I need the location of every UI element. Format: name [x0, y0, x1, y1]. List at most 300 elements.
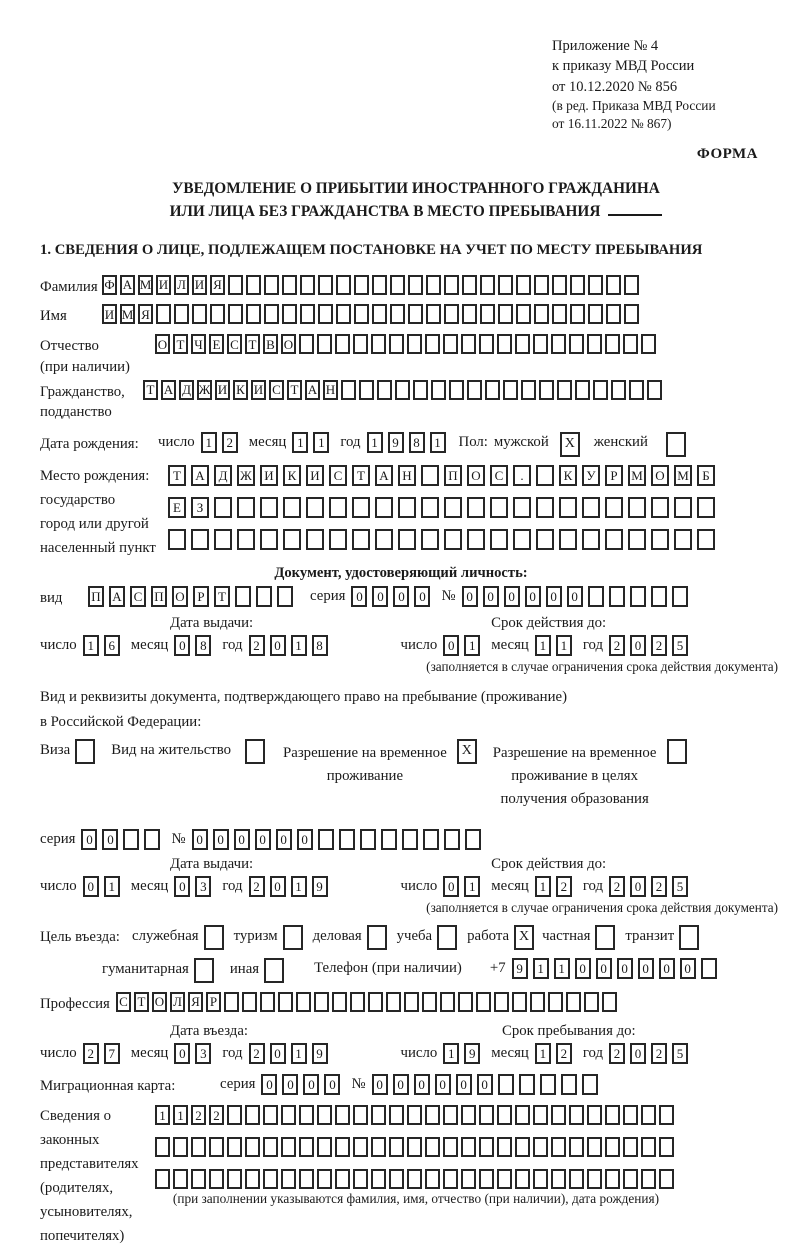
- representative-cell[interactable]: [479, 1137, 494, 1157]
- profession-cell[interactable]: [440, 992, 455, 1012]
- representative-cell[interactable]: [461, 1137, 476, 1157]
- passport-expiry-year-cell[interactable]: 5: [672, 635, 688, 656]
- representative-cell[interactable]: [245, 1169, 260, 1189]
- birthplace-cell[interactable]: И: [306, 465, 324, 486]
- profession-cell[interactable]: Р: [206, 992, 221, 1012]
- rvp-issue-month-cell[interactable]: 3: [195, 876, 211, 897]
- stay-year-cell[interactable]: 0: [630, 1043, 646, 1064]
- profession-cell[interactable]: [530, 992, 545, 1012]
- birthplace-cell[interactable]: Т: [352, 465, 370, 486]
- migcard-number-cell[interactable]: 0: [456, 1074, 472, 1095]
- passport-issue-month-cell[interactable]: 8: [195, 635, 211, 656]
- birthplace-cell[interactable]: Ж: [237, 465, 255, 486]
- birthplace-cell[interactable]: [605, 497, 623, 518]
- representative-cell[interactable]: [461, 1105, 476, 1125]
- birthplace-cell[interactable]: [421, 529, 439, 550]
- phone-digit-cell[interactable]: 1: [554, 958, 570, 979]
- passport-series-cell[interactable]: 0: [393, 586, 409, 607]
- rvp-number-cell[interactable]: [465, 829, 481, 850]
- patronymic-cell[interactable]: [587, 334, 602, 354]
- surname-cell[interactable]: [354, 275, 369, 295]
- representative-cell[interactable]: [407, 1105, 422, 1125]
- patronymic-cell[interactable]: [605, 334, 620, 354]
- representative-cell[interactable]: [605, 1105, 620, 1125]
- checkbox-other[interactable]: [264, 958, 284, 983]
- rvp-issue-year-cell[interactable]: 9: [312, 876, 328, 897]
- patronymic-cell[interactable]: О: [155, 334, 170, 354]
- entry-year-cell[interactable]: 9: [312, 1043, 328, 1064]
- profession-cell[interactable]: О: [152, 992, 167, 1012]
- profession-cell[interactable]: [602, 992, 617, 1012]
- representative-cell[interactable]: [407, 1137, 422, 1157]
- patronymic-cell[interactable]: [407, 334, 422, 354]
- phone-digit-cell[interactable]: 0: [575, 958, 591, 979]
- citizenship-cell[interactable]: [341, 380, 356, 400]
- name-cell[interactable]: [462, 304, 477, 324]
- rvp-issue-year-cell[interactable]: 1: [291, 876, 307, 897]
- representative-cell[interactable]: [533, 1105, 548, 1125]
- name-cell[interactable]: [570, 304, 585, 324]
- name-cell[interactable]: [156, 304, 171, 324]
- citizenship-cell[interactable]: [449, 380, 464, 400]
- birthplace-cell[interactable]: [444, 529, 462, 550]
- birthplace-cell[interactable]: С: [329, 465, 347, 486]
- representative-cell[interactable]: [245, 1105, 260, 1125]
- birthplace-cell[interactable]: О: [467, 465, 485, 486]
- representative-cell[interactable]: [641, 1105, 656, 1125]
- representative-cell[interactable]: [659, 1169, 674, 1189]
- phone-digit-cell[interactable]: 0: [638, 958, 654, 979]
- patronymic-cell[interactable]: Т: [245, 334, 260, 354]
- migcard-number-cell[interactable]: [498, 1074, 514, 1095]
- representative-cell[interactable]: 1: [173, 1105, 188, 1125]
- birthplace-cell[interactable]: К: [559, 465, 577, 486]
- passport-number-cell[interactable]: 0: [462, 586, 478, 607]
- name-cell[interactable]: [336, 304, 351, 324]
- patronymic-cell[interactable]: О: [281, 334, 296, 354]
- profession-cell[interactable]: [224, 992, 239, 1012]
- stay-year-cell[interactable]: 5: [672, 1043, 688, 1064]
- doc-type-cell[interactable]: П: [151, 586, 167, 607]
- surname-cell[interactable]: [570, 275, 585, 295]
- surname-cell[interactable]: [426, 275, 441, 295]
- passport-issue-year-cell[interactable]: 8: [312, 635, 328, 656]
- doc-type-cell[interactable]: О: [172, 586, 188, 607]
- name-cell[interactable]: [228, 304, 243, 324]
- surname-cell[interactable]: [228, 275, 243, 295]
- patronymic-cell[interactable]: [461, 334, 476, 354]
- representative-cell[interactable]: [587, 1137, 602, 1157]
- checkbox-temp-residence-permit[interactable]: X: [457, 739, 477, 764]
- birthplace-cell[interactable]: [306, 529, 324, 550]
- representative-cell[interactable]: [659, 1137, 674, 1157]
- citizenship-cell[interactable]: С: [269, 380, 284, 400]
- rvp-expiry-day-cell[interactable]: 0: [443, 876, 459, 897]
- birthplace-cell[interactable]: [329, 529, 347, 550]
- birthplace-cell[interactable]: [674, 529, 692, 550]
- surname-cell[interactable]: [246, 275, 261, 295]
- migcard-series-cell[interactable]: 0: [324, 1074, 340, 1095]
- passport-number-cell[interactable]: [609, 586, 625, 607]
- birth-year-cell[interactable]: 8: [409, 432, 425, 453]
- doc-type-cell[interactable]: Р: [193, 586, 209, 607]
- migcard-series-cell[interactable]: 0: [282, 1074, 298, 1095]
- birth-year-cell[interactable]: 1: [430, 432, 446, 453]
- name-cell[interactable]: [624, 304, 639, 324]
- migcard-number-cell[interactable]: [519, 1074, 535, 1095]
- representative-cell[interactable]: [515, 1105, 530, 1125]
- phone-digit-cell[interactable]: 1: [533, 958, 549, 979]
- rvp-expiry-year-cell[interactable]: 2: [609, 876, 625, 897]
- birthplace-cell[interactable]: [513, 529, 531, 550]
- passport-expiry-year-cell[interactable]: 2: [651, 635, 667, 656]
- birthplace-cell[interactable]: [306, 497, 324, 518]
- name-cell[interactable]: [552, 304, 567, 324]
- patronymic-cell[interactable]: Ч: [191, 334, 206, 354]
- representative-cell[interactable]: [335, 1137, 350, 1157]
- citizenship-cell[interactable]: [377, 380, 392, 400]
- birthplace-cell[interactable]: [536, 529, 554, 550]
- migcard-series-cell[interactable]: 0: [261, 1074, 277, 1095]
- birthplace-cell[interactable]: [352, 497, 370, 518]
- birthplace-cell[interactable]: [283, 529, 301, 550]
- name-cell[interactable]: [606, 304, 621, 324]
- representative-cell[interactable]: [299, 1105, 314, 1125]
- phone-digit-cell[interactable]: 0: [659, 958, 675, 979]
- stay-day-cell[interactable]: 1: [443, 1043, 459, 1064]
- rvp-number-cell[interactable]: 0: [213, 829, 229, 850]
- birthplace-cell[interactable]: [490, 529, 508, 550]
- patronymic-cell[interactable]: [425, 334, 440, 354]
- passport-number-cell[interactable]: [672, 586, 688, 607]
- representative-cell[interactable]: [155, 1169, 170, 1189]
- birthplace-cell[interactable]: Р: [605, 465, 623, 486]
- representative-cell[interactable]: [569, 1137, 584, 1157]
- representative-cell[interactable]: [317, 1169, 332, 1189]
- passport-number-cell[interactable]: [588, 586, 604, 607]
- representative-cell[interactable]: [353, 1105, 368, 1125]
- patronymic-cell[interactable]: [551, 334, 566, 354]
- birthplace-cell[interactable]: [398, 497, 416, 518]
- stay-year-cell[interactable]: 2: [651, 1043, 667, 1064]
- name-cell[interactable]: [480, 304, 495, 324]
- profession-cell[interactable]: [548, 992, 563, 1012]
- surname-cell[interactable]: И: [156, 275, 171, 295]
- checkbox-official[interactable]: [204, 925, 224, 950]
- patronymic-cell[interactable]: [299, 334, 314, 354]
- migcard-number-cell[interactable]: [540, 1074, 556, 1095]
- representative-cell[interactable]: [227, 1137, 242, 1157]
- passport-issue-year-cell[interactable]: 2: [249, 635, 265, 656]
- birthplace-cell[interactable]: [237, 529, 255, 550]
- name-cell[interactable]: Я: [138, 304, 153, 324]
- passport-number-cell[interactable]: 0: [483, 586, 499, 607]
- migcard-number-cell[interactable]: 0: [372, 1074, 388, 1095]
- phone-digit-cell[interactable]: 0: [617, 958, 633, 979]
- name-cell[interactable]: [588, 304, 603, 324]
- rvp-issue-day-cell[interactable]: 0: [83, 876, 99, 897]
- citizenship-cell[interactable]: К: [233, 380, 248, 400]
- surname-cell[interactable]: [318, 275, 333, 295]
- birthplace-cell[interactable]: Т: [168, 465, 186, 486]
- surname-cell[interactable]: [534, 275, 549, 295]
- representative-cell[interactable]: [443, 1105, 458, 1125]
- passport-expiry-day-cell[interactable]: 0: [443, 635, 459, 656]
- citizenship-cell[interactable]: [485, 380, 500, 400]
- citizenship-cell[interactable]: [539, 380, 554, 400]
- birthplace-cell[interactable]: З: [191, 497, 209, 518]
- profession-cell[interactable]: [458, 992, 473, 1012]
- entry-year-cell[interactable]: 0: [270, 1043, 286, 1064]
- profession-cell[interactable]: [368, 992, 383, 1012]
- name-cell[interactable]: [300, 304, 315, 324]
- surname-cell[interactable]: [480, 275, 495, 295]
- checkbox-private[interactable]: [595, 925, 615, 950]
- representative-cell[interactable]: [281, 1105, 296, 1125]
- surname-cell[interactable]: [624, 275, 639, 295]
- representative-cell[interactable]: [425, 1105, 440, 1125]
- representative-cell[interactable]: [389, 1169, 404, 1189]
- citizenship-cell[interactable]: [413, 380, 428, 400]
- doc-type-cell[interactable]: А: [109, 586, 125, 607]
- birthplace-cell[interactable]: [536, 465, 554, 486]
- patronymic-cell[interactable]: [371, 334, 386, 354]
- checkbox-humanitarian[interactable]: [194, 958, 214, 983]
- profession-cell[interactable]: [350, 992, 365, 1012]
- birth-day-cell[interactable]: 1: [201, 432, 217, 453]
- checkbox-tourism[interactable]: [283, 925, 303, 950]
- passport-expiry-year-cell[interactable]: 2: [609, 635, 625, 656]
- birthplace-cell[interactable]: [375, 529, 393, 550]
- doc-type-cell[interactable]: [256, 586, 272, 607]
- patronymic-cell[interactable]: [515, 334, 530, 354]
- patronymic-cell[interactable]: [533, 334, 548, 354]
- patronymic-cell[interactable]: [335, 334, 350, 354]
- stay-month-cell[interactable]: 1: [535, 1043, 551, 1064]
- rvp-expiry-year-cell[interactable]: 5: [672, 876, 688, 897]
- representative-cell[interactable]: [299, 1137, 314, 1157]
- birthplace-cell[interactable]: [674, 497, 692, 518]
- patronymic-cell[interactable]: [641, 334, 656, 354]
- birthplace-cell[interactable]: [628, 497, 646, 518]
- birthplace-cell[interactable]: [352, 529, 370, 550]
- passport-series-cell[interactable]: 0: [372, 586, 388, 607]
- surname-cell[interactable]: [606, 275, 621, 295]
- representative-cell[interactable]: [479, 1105, 494, 1125]
- citizenship-cell[interactable]: [467, 380, 482, 400]
- representative-cell[interactable]: [551, 1137, 566, 1157]
- surname-cell[interactable]: А: [120, 275, 135, 295]
- doc-type-cell[interactable]: [277, 586, 293, 607]
- checkbox-business[interactable]: [367, 925, 387, 950]
- citizenship-cell[interactable]: [557, 380, 572, 400]
- patronymic-cell[interactable]: [497, 334, 512, 354]
- name-cell[interactable]: [174, 304, 189, 324]
- representative-cell[interactable]: [227, 1105, 242, 1125]
- representative-cell[interactable]: [281, 1137, 296, 1157]
- representative-cell[interactable]: [497, 1169, 512, 1189]
- passport-number-cell[interactable]: 0: [504, 586, 520, 607]
- passport-issue-day-cell[interactable]: 6: [104, 635, 120, 656]
- surname-cell[interactable]: Я: [210, 275, 225, 295]
- surname-cell[interactable]: [390, 275, 405, 295]
- phone-digit-cell[interactable]: 0: [596, 958, 612, 979]
- birthplace-cell[interactable]: [559, 497, 577, 518]
- name-cell[interactable]: [264, 304, 279, 324]
- profession-cell[interactable]: Л: [170, 992, 185, 1012]
- rvp-expiry-month-cell[interactable]: 2: [556, 876, 572, 897]
- surname-cell[interactable]: [300, 275, 315, 295]
- entry-day-cell[interactable]: 7: [104, 1043, 120, 1064]
- name-cell[interactable]: [534, 304, 549, 324]
- representative-cell[interactable]: [353, 1169, 368, 1189]
- surname-cell[interactable]: [498, 275, 513, 295]
- surname-cell[interactable]: [552, 275, 567, 295]
- birthplace-cell[interactable]: [214, 497, 232, 518]
- birthplace-cell[interactable]: [421, 465, 439, 486]
- representative-cell[interactable]: [623, 1137, 638, 1157]
- birthplace-cell[interactable]: Б: [697, 465, 715, 486]
- name-cell[interactable]: [372, 304, 387, 324]
- birthplace-cell[interactable]: Н: [398, 465, 416, 486]
- representative-cell[interactable]: [641, 1137, 656, 1157]
- citizenship-cell[interactable]: [593, 380, 608, 400]
- passport-issue-year-cell[interactable]: 0: [270, 635, 286, 656]
- representative-cell[interactable]: [623, 1105, 638, 1125]
- entry-month-cell[interactable]: 0: [174, 1043, 190, 1064]
- birthplace-cell[interactable]: А: [191, 465, 209, 486]
- stay-month-cell[interactable]: 2: [556, 1043, 572, 1064]
- profession-cell[interactable]: [296, 992, 311, 1012]
- migcard-number-cell[interactable]: 0: [414, 1074, 430, 1095]
- birthplace-cell[interactable]: [237, 497, 255, 518]
- representative-cell[interactable]: [191, 1137, 206, 1157]
- profession-cell[interactable]: С: [116, 992, 131, 1012]
- citizenship-cell[interactable]: [503, 380, 518, 400]
- phone-digit-cell[interactable]: [701, 958, 717, 979]
- representative-cell[interactable]: [605, 1137, 620, 1157]
- representative-cell[interactable]: [389, 1137, 404, 1157]
- profession-cell[interactable]: [476, 992, 491, 1012]
- name-cell[interactable]: [444, 304, 459, 324]
- doc-type-cell[interactable]: [235, 586, 251, 607]
- representative-cell[interactable]: 2: [209, 1105, 224, 1125]
- profession-cell[interactable]: [422, 992, 437, 1012]
- representative-cell[interactable]: [173, 1169, 188, 1189]
- citizenship-cell[interactable]: [647, 380, 662, 400]
- rvp-number-cell[interactable]: [423, 829, 439, 850]
- name-cell[interactable]: [390, 304, 405, 324]
- representative-cell[interactable]: [659, 1105, 674, 1125]
- profession-cell[interactable]: [242, 992, 257, 1012]
- patronymic-cell[interactable]: [443, 334, 458, 354]
- citizenship-cell[interactable]: Д: [179, 380, 194, 400]
- name-cell[interactable]: [246, 304, 261, 324]
- rvp-series-cell[interactable]: 0: [81, 829, 97, 850]
- profession-cell[interactable]: Т: [134, 992, 149, 1012]
- representative-cell[interactable]: [515, 1137, 530, 1157]
- rvp-expiry-year-cell[interactable]: 0: [630, 876, 646, 897]
- patronymic-cell[interactable]: В: [263, 334, 278, 354]
- rvp-number-cell[interactable]: [381, 829, 397, 850]
- birthplace-cell[interactable]: А: [375, 465, 393, 486]
- profession-cell[interactable]: [404, 992, 419, 1012]
- checkbox-residence-permit[interactable]: [245, 739, 265, 764]
- representative-cell[interactable]: [227, 1169, 242, 1189]
- birthplace-cell[interactable]: [605, 529, 623, 550]
- surname-cell[interactable]: [336, 275, 351, 295]
- citizenship-cell[interactable]: [629, 380, 644, 400]
- profession-cell[interactable]: [386, 992, 401, 1012]
- profession-cell[interactable]: [584, 992, 599, 1012]
- citizenship-cell[interactable]: [395, 380, 410, 400]
- birthplace-cell[interactable]: М: [674, 465, 692, 486]
- representative-cell[interactable]: [371, 1169, 386, 1189]
- rvp-number-cell[interactable]: [402, 829, 418, 850]
- rvp-issue-month-cell[interactable]: 0: [174, 876, 190, 897]
- surname-cell[interactable]: [444, 275, 459, 295]
- birthplace-cell[interactable]: С: [490, 465, 508, 486]
- rvp-number-cell[interactable]: 0: [234, 829, 250, 850]
- doc-type-cell[interactable]: С: [130, 586, 146, 607]
- birthplace-cell[interactable]: У: [582, 465, 600, 486]
- citizenship-cell[interactable]: Ж: [197, 380, 212, 400]
- surname-cell[interactable]: [408, 275, 423, 295]
- name-cell[interactable]: [516, 304, 531, 324]
- name-cell[interactable]: М: [120, 304, 135, 324]
- rvp-expiry-year-cell[interactable]: 2: [651, 876, 667, 897]
- profession-cell[interactable]: [332, 992, 347, 1012]
- representative-cell[interactable]: [191, 1169, 206, 1189]
- name-cell[interactable]: [192, 304, 207, 324]
- birthplace-cell[interactable]: Д: [214, 465, 232, 486]
- name-cell[interactable]: [354, 304, 369, 324]
- citizenship-cell[interactable]: [521, 380, 536, 400]
- representative-cell[interactable]: [425, 1169, 440, 1189]
- rvp-number-cell[interactable]: 0: [297, 829, 313, 850]
- profession-cell[interactable]: [494, 992, 509, 1012]
- passport-number-cell[interactable]: 0: [525, 586, 541, 607]
- rvp-expiry-month-cell[interactable]: 1: [535, 876, 551, 897]
- checkbox-female[interactable]: [666, 432, 686, 457]
- profession-cell[interactable]: [260, 992, 275, 1012]
- patronymic-cell[interactable]: [623, 334, 638, 354]
- name-cell[interactable]: [426, 304, 441, 324]
- surname-cell[interactable]: [282, 275, 297, 295]
- representative-cell[interactable]: [209, 1169, 224, 1189]
- surname-cell[interactable]: [516, 275, 531, 295]
- birthplace-cell[interactable]: [651, 497, 669, 518]
- passport-expiry-year-cell[interactable]: 0: [630, 635, 646, 656]
- entry-day-cell[interactable]: 2: [83, 1043, 99, 1064]
- representative-cell[interactable]: [371, 1105, 386, 1125]
- birthplace-cell[interactable]: [283, 497, 301, 518]
- entry-year-cell[interactable]: 1: [291, 1043, 307, 1064]
- representative-cell[interactable]: [605, 1169, 620, 1189]
- phone-digit-cell[interactable]: 9: [512, 958, 528, 979]
- patronymic-cell[interactable]: [569, 334, 584, 354]
- birthplace-cell[interactable]: К: [283, 465, 301, 486]
- surname-cell[interactable]: Л: [174, 275, 189, 295]
- rvp-series-cell[interactable]: [144, 829, 160, 850]
- representative-cell[interactable]: [587, 1105, 602, 1125]
- rvp-number-cell[interactable]: 0: [276, 829, 292, 850]
- representative-cell[interactable]: [155, 1137, 170, 1157]
- name-cell[interactable]: [498, 304, 513, 324]
- doc-type-cell[interactable]: Т: [214, 586, 230, 607]
- birth-month-cell[interactable]: 1: [313, 432, 329, 453]
- rvp-number-cell[interactable]: 0: [255, 829, 271, 850]
